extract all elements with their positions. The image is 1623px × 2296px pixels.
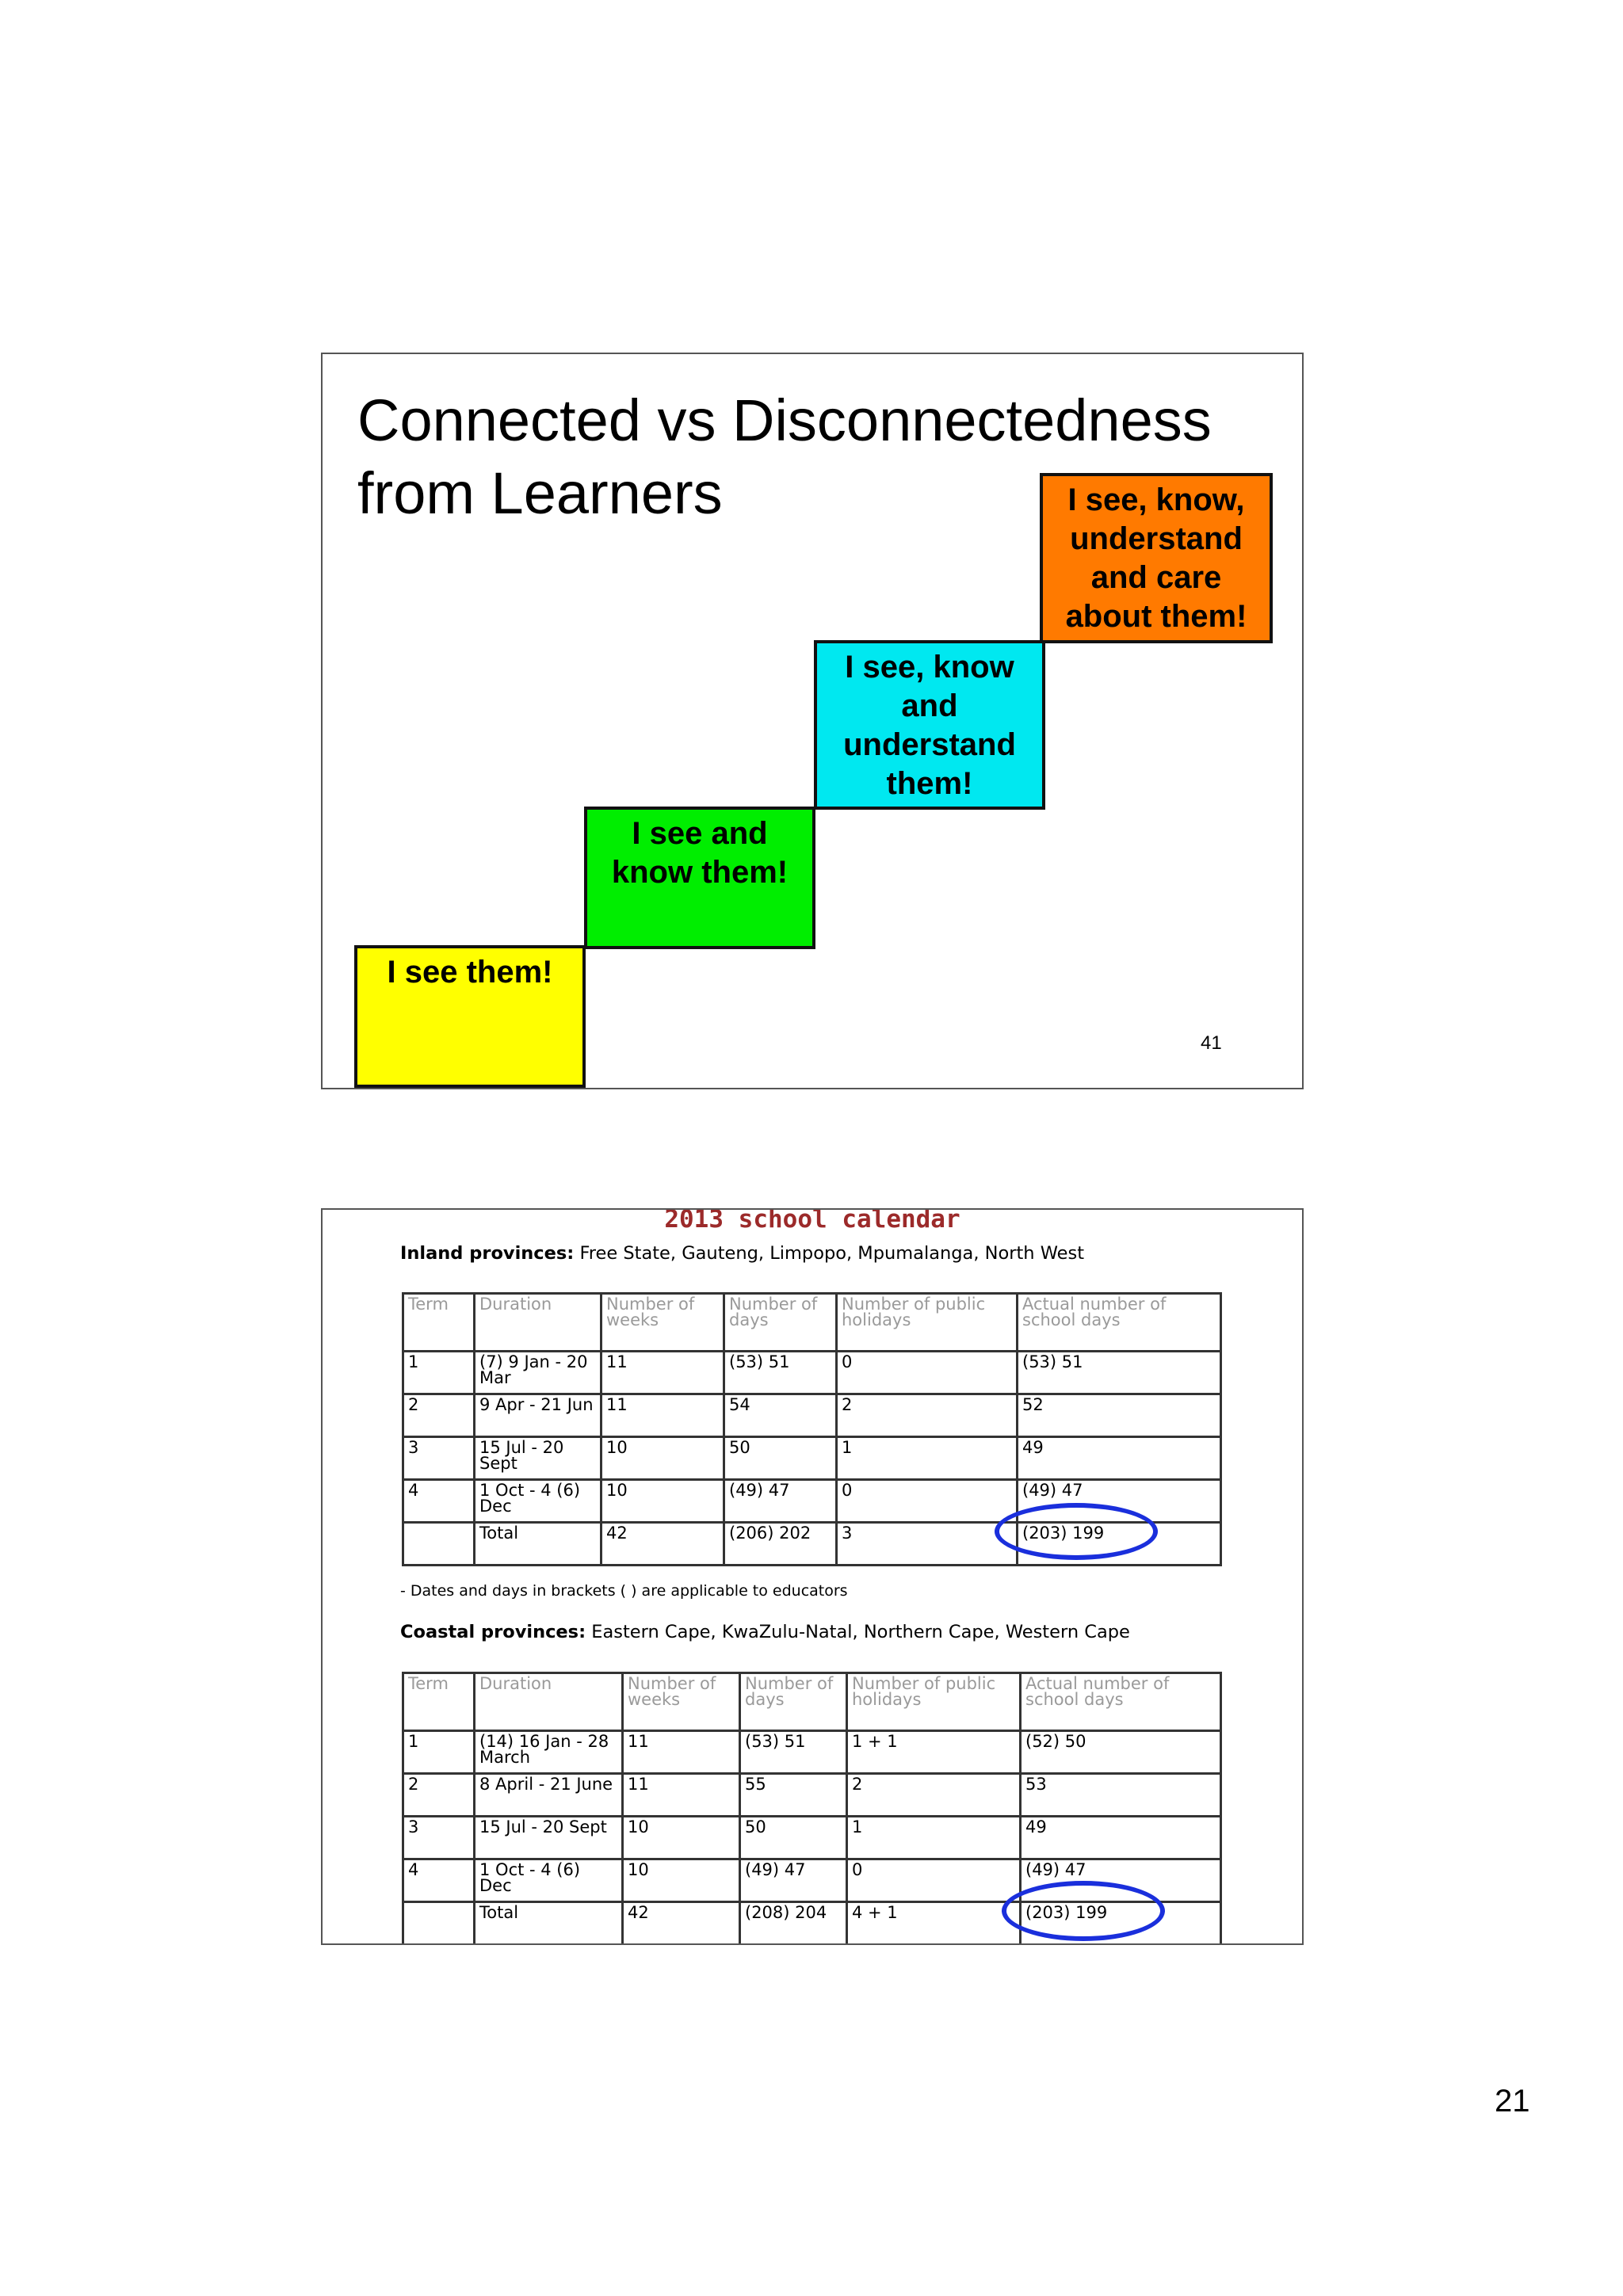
table-cell: Total (475, 1902, 623, 1945)
inland-heading-list: Free State, Gauteng, Limpopo, Mpumalanga, North West (574, 1243, 1085, 1264)
table-row (403, 1480, 1221, 1523)
table-row (403, 1437, 1221, 1480)
table-cell: 3 (403, 1437, 475, 1480)
table-cell: 11 (623, 1774, 740, 1817)
table-cell (403, 1523, 475, 1566)
table-row (403, 1859, 1221, 1902)
table-cell: 11 (623, 1731, 740, 1774)
table-cell: (203) 199 (1018, 1523, 1221, 1566)
table-cell: 1 (837, 1437, 1018, 1480)
step-see-them: I see them! (354, 945, 586, 1088)
table-cell: 50 (724, 1437, 837, 1480)
table-cell: 0 (847, 1859, 1021, 1902)
table-cell: 9 Apr - 21 Jun (475, 1394, 601, 1437)
table-cell: (49) 47 (1018, 1480, 1221, 1523)
table-cell: 42 (623, 1902, 740, 1945)
table-cell: 53 (1021, 1774, 1221, 1817)
table-row (403, 1731, 1221, 1774)
table-cell: 3 (403, 1817, 475, 1859)
total-row (403, 1523, 1221, 1566)
column-header: Duration (475, 1294, 601, 1352)
slide-number: 41 (1201, 1032, 1222, 1054)
step-see-and-know: I see and know them! (584, 807, 815, 949)
table-cell: 11 (601, 1394, 724, 1437)
table-cell: (206) 202 (724, 1523, 837, 1566)
brackets-note: - Dates and days in brackets ( ) are applicable to educators (400, 1582, 848, 1600)
table-cell: (53) 51 (740, 1731, 847, 1774)
coastal-heading-label: Coastal provinces: (400, 1622, 586, 1642)
table-cell: 1 (847, 1817, 1021, 1859)
table-cell: 54 (724, 1394, 837, 1437)
table-header-row (403, 1294, 1221, 1352)
calendar-title: 2013 school calendar (664, 1208, 960, 1234)
table-cell (403, 1902, 475, 1945)
table-cell: (7) 9 Jan - 20 Mar (475, 1352, 601, 1394)
table-row (403, 1774, 1221, 1817)
column-header: Term (403, 1673, 475, 1731)
coastal-calendar-table (402, 1672, 1222, 1945)
table-cell: (49) 47 (724, 1480, 837, 1523)
table-cell: 2 (837, 1394, 1018, 1437)
table-cell: 1 Oct - 4 (6) Dec (475, 1859, 623, 1902)
table-row (403, 1394, 1221, 1437)
table-cell: 11 (601, 1352, 724, 1394)
table-cell: 2 (403, 1774, 475, 1817)
table-cell: 0 (837, 1480, 1018, 1523)
table-cell: (53) 51 (724, 1352, 837, 1394)
table-cell: 49 (1018, 1437, 1221, 1480)
table-cell: 15 Jul - 20 Sept (475, 1437, 601, 1480)
coastal-provinces-heading (400, 1623, 1240, 1641)
table-cell: 52 (1018, 1394, 1221, 1437)
table-cell: 4 (403, 1859, 475, 1902)
table-cell: (14) 16 Jan - 28 March (475, 1731, 623, 1774)
table-cell: 1 Oct - 4 (6) Dec (475, 1480, 601, 1523)
slide-connectedness (321, 353, 1304, 1089)
table-header-row (403, 1673, 1221, 1731)
column-header: Number of days (724, 1294, 837, 1352)
table-cell: (208) 204 (740, 1902, 847, 1945)
inland-calendar-table (402, 1292, 1222, 1566)
table-cell: (52) 50 (1021, 1731, 1221, 1774)
table-cell: 1 + 1 (847, 1731, 1021, 1774)
page-number: 21 (1495, 2084, 1530, 2119)
table-cell: 10 (601, 1480, 724, 1523)
table-cell: 0 (837, 1352, 1018, 1394)
table-cell: Total (475, 1523, 601, 1566)
table-cell: 3 (837, 1523, 1018, 1566)
table-row (403, 1817, 1221, 1859)
table-cell: 15 Jul - 20 Sept (475, 1817, 623, 1859)
table-row (403, 1352, 1221, 1394)
table-cell: 4 + 1 (847, 1902, 1021, 1945)
table-cell: 10 (623, 1817, 740, 1859)
total-row (403, 1902, 1221, 1945)
table-cell: 10 (623, 1859, 740, 1902)
table-cell: 49 (1021, 1817, 1221, 1859)
table-cell: 50 (740, 1817, 847, 1859)
step-see-know-understand-care: I see, know, understand and care about them! (1040, 473, 1273, 643)
coastal-heading-list: Eastern Cape, KwaZulu-Natal, Northern Cape, Western Cape (586, 1622, 1130, 1642)
column-header: Number of public holidays (837, 1294, 1018, 1352)
table-cell: 8 April - 21 June (475, 1774, 623, 1817)
table-cell: 2 (847, 1774, 1021, 1817)
table-cell: 1 (403, 1352, 475, 1394)
table-cell: (203) 199 (1021, 1902, 1221, 1945)
table-cell: 42 (601, 1523, 724, 1566)
column-header: Actual number of school days (1021, 1673, 1221, 1731)
table-cell: 1 (403, 1731, 475, 1774)
table-cell: 2 (403, 1394, 475, 1437)
table-cell: 55 (740, 1774, 847, 1817)
table-cell: (53) 51 (1018, 1352, 1221, 1394)
table-cell: 10 (601, 1437, 724, 1480)
table-cell: (49) 47 (740, 1859, 847, 1902)
column-header: Term (403, 1294, 475, 1352)
inland-provinces-heading (400, 1245, 1240, 1262)
inland-heading-label: Inland provinces: (400, 1243, 575, 1264)
column-header: Duration (475, 1673, 623, 1731)
slide-title: Connected vs Disconnectedness from Learners (357, 387, 1212, 526)
column-header: Number of days (740, 1673, 847, 1731)
column-header: Number of public holidays (847, 1673, 1021, 1731)
column-header: Number of weeks (623, 1673, 740, 1731)
slide-school-calendar (321, 1208, 1304, 1945)
table-cell: (49) 47 (1021, 1859, 1221, 1902)
table-cell: 4 (403, 1480, 475, 1523)
column-header: Number of weeks (601, 1294, 724, 1352)
column-header: Actual number of school days (1018, 1294, 1221, 1352)
step-see-know-understand: I see, know and understand them! (814, 640, 1045, 810)
